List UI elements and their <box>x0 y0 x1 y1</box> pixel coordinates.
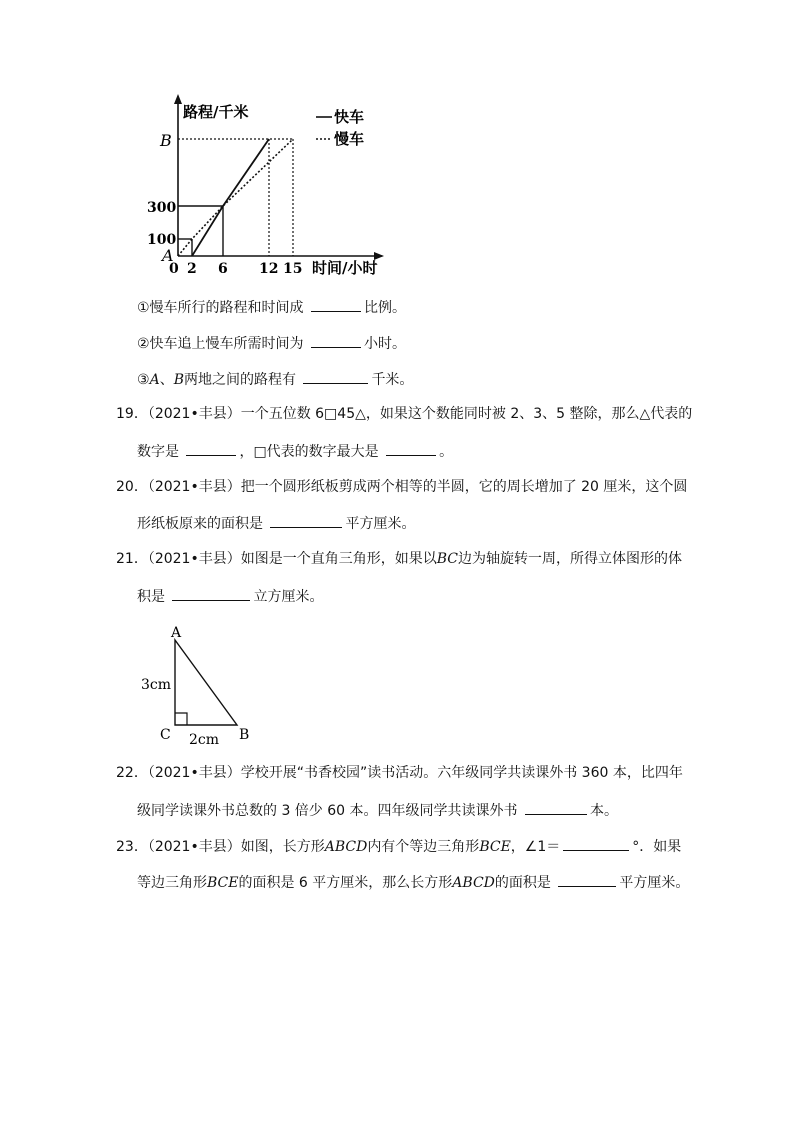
q18-item-2 <box>137 333 406 354</box>
series-fast-line <box>192 139 269 256</box>
q21-l1b: 边为轴旋转一周，所得立体图形的体 <box>457 551 682 567</box>
q18-s3-b: B <box>173 372 184 388</box>
q23-abcd: ABCD <box>324 839 368 855</box>
y-axis-label: 路程/千米 <box>183 103 249 121</box>
q19-l2c: 。 <box>439 444 454 460</box>
x-tick-12: 12 <box>259 261 279 277</box>
origin-label-A: A <box>162 246 174 265</box>
q18-item-3 <box>137 369 413 390</box>
legend-slow: 慢车 <box>334 130 365 148</box>
q20-l2b: 平方厘米。 <box>345 516 416 532</box>
q18-s2-end: 小时。 <box>364 336 407 352</box>
q23-l1b: 内有个等边三角形 <box>367 839 480 855</box>
q20-line-2 <box>137 513 415 534</box>
q18-item-1 <box>137 297 406 318</box>
q22-l2a: 级同学读课外书总数的 3 倍少 60 本。四年级同学共读课外书 <box>137 803 518 819</box>
x-tick-6: 6 <box>218 261 228 277</box>
q19-blank-2[interactable] <box>386 441 436 456</box>
q23-abcd-2: ABCD <box>452 875 495 891</box>
q23-blank-2[interactable] <box>558 872 616 887</box>
x-tick-15: 15 <box>283 261 303 277</box>
y-axis-arrow <box>174 94 182 104</box>
legend-fast: 快车 <box>334 108 365 126</box>
q20-blank[interactable] <box>270 513 342 528</box>
q21-l1bc: BC <box>436 551 458 567</box>
q18-s1-end: 比例。 <box>364 300 407 316</box>
q23-line-1 <box>116 836 681 857</box>
q23-l2b: 的面积是 6 平方厘米，那么长方形 <box>238 875 453 891</box>
triangle-abc <box>175 640 237 725</box>
q18-blank-3[interactable] <box>303 369 368 384</box>
q21-blank[interactable] <box>172 586 250 601</box>
q19-blank-1[interactable] <box>186 441 236 456</box>
q21-l1a: 21．（2021•丰县）如图是一个直角三角形，如果以 <box>116 551 437 567</box>
distance-time-chart <box>147 88 410 278</box>
q18-s1: ①慢车所行的路程和时间成 <box>137 300 304 316</box>
q23-line-2 <box>137 872 689 893</box>
q18-s3-sep: 、 <box>159 372 174 388</box>
q21-l2b: 立方厘米。 <box>253 589 324 605</box>
q21-line-1 <box>116 549 682 569</box>
q23-l1c: ，∠1＝ <box>510 839 561 855</box>
q18-blank-1[interactable] <box>311 297 361 312</box>
q18-blank-2[interactable] <box>311 333 361 348</box>
q23-l2d: 平方厘米。 <box>619 875 690 891</box>
q18-s3-end: 千米。 <box>371 372 414 388</box>
side-ac-label: 3cm <box>141 677 172 693</box>
vertex-a: A <box>171 625 182 641</box>
q23-l1a: 23．（2021•丰县）如图，长方形 <box>116 839 325 855</box>
q23-l2a: 等边三角形 <box>137 875 207 891</box>
q23-bce-2: BCE <box>207 875 239 891</box>
q23-l2c: 的面积是 <box>494 875 551 891</box>
y-tick-100: 100 <box>147 232 177 248</box>
q23-blank-1[interactable] <box>563 836 629 851</box>
q21-l2a: 积是 <box>137 589 165 605</box>
right-triangle-figure <box>135 620 260 750</box>
x-axis-label: 时间/小时 <box>312 259 378 277</box>
right-angle-mark <box>175 713 187 725</box>
q23-l1d: °．如果 <box>632 839 682 855</box>
q18-s3-mid: 两地之间的路程有 <box>183 372 296 388</box>
q19-line-2 <box>137 441 453 462</box>
y-tick-B: B <box>160 131 172 150</box>
q23-bce: BCE <box>479 839 511 855</box>
q19-line-1: 19．（2021•丰县）一个五位数 6□45△，如果这个数能同时被 2、3、5 整除，那么△代表的 <box>116 406 693 422</box>
q19-l2a: 数字是 <box>137 444 179 460</box>
q20-line-1: 20．（2021•丰县）把一个圆形纸板剪成两个相等的半圆，它的周长增加了 20 厘米，这个圆 <box>116 479 688 495</box>
x-tick-2: 2 <box>187 261 197 277</box>
q22-line-2 <box>137 800 618 821</box>
q18-s2: ②快车追上慢车所需时间为 <box>137 336 304 352</box>
y-tick-300: 300 <box>147 200 177 216</box>
q22-l2b: 本。 <box>589 803 618 819</box>
q18-s3-a: A <box>149 372 160 388</box>
q18-s3-circ: ③ <box>137 372 150 388</box>
vertex-c: C <box>160 727 171 743</box>
series-slow-line <box>178 139 293 256</box>
q20-l2a: 形纸板原来的面积是 <box>137 516 263 532</box>
side-cb-label: 2cm <box>189 732 220 748</box>
q19-l2b: ，□代表的数字最大是 <box>239 444 379 460</box>
x-tick-0: 0 <box>169 261 179 277</box>
vertex-b: B <box>239 727 250 743</box>
q22-blank[interactable] <box>525 800 587 815</box>
q21-line-2 <box>137 586 323 607</box>
q22-line-1: 22．（2021•丰县）学校开展“书香校园”读书活动。六年级同学共读课外书 360 本，比四年 <box>116 765 683 781</box>
